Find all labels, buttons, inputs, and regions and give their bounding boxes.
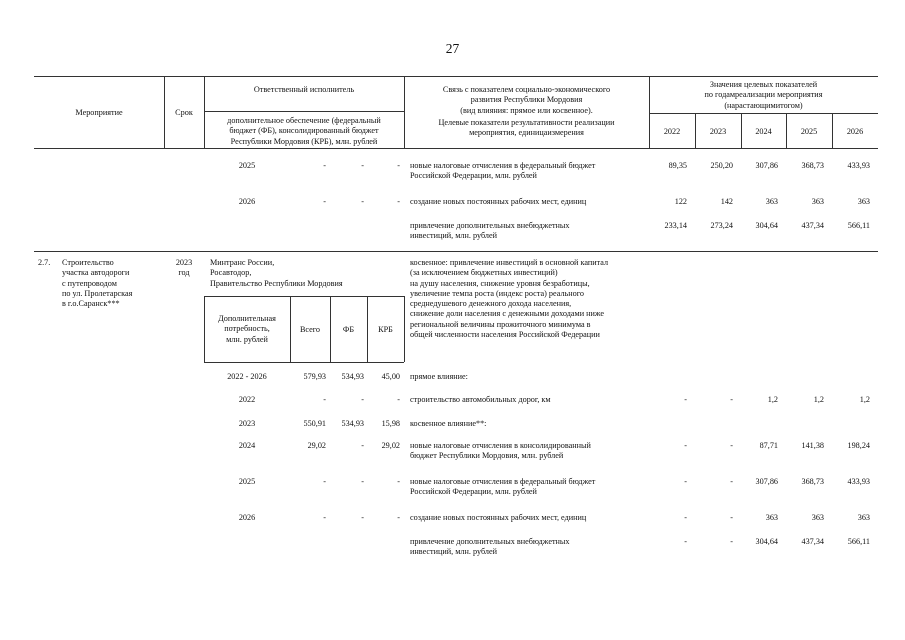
header-year: 2026: [846, 127, 864, 136]
row-total: 29,02: [307, 441, 326, 450]
row-indicator: [410, 419, 486, 429]
item-number: 2.7.: [38, 258, 51, 267]
row-value: 198,24: [847, 441, 870, 450]
row-value: 304,64: [755, 537, 778, 546]
row-value: 142: [720, 197, 733, 206]
funding-subheader-bottom: [204, 362, 404, 363]
row-indicator: [410, 395, 551, 405]
row-value: 433,93: [847, 477, 870, 486]
row-indicator: [410, 513, 586, 523]
header-funding: дополнительное обеспечение (федеральный бюджет (ФБ), консолидированный бюджет Республики Мордовия (КРБ), млн. рублей: [227, 116, 381, 146]
indicator-line: Российской Федерации, млн. рублей: [410, 487, 537, 497]
row-fb: -: [361, 161, 364, 170]
row-total: -: [323, 513, 326, 522]
row-year: 2025: [238, 161, 256, 170]
row-year: 2026: [238, 197, 256, 206]
row-value: 363: [811, 197, 824, 206]
table-top-border: [34, 76, 878, 77]
row-krb: 15,98: [381, 419, 400, 428]
subheader-fb: ФБ: [342, 325, 355, 334]
row-value: 1,2: [767, 395, 778, 404]
item-separator-line: [34, 251, 878, 252]
row-fb: -: [361, 513, 364, 522]
header-term: Срок: [175, 108, 193, 117]
row-indicator: [410, 441, 591, 462]
row-value: -: [730, 441, 733, 450]
item-term: 2023 год: [175, 258, 193, 278]
row-value: 250,20: [710, 161, 733, 170]
row-value: 233,14: [664, 221, 687, 230]
row-value: 566,11: [847, 537, 870, 546]
row-total: 579,93: [303, 372, 326, 381]
subheader-total: Всего: [299, 325, 321, 334]
row-fb: -: [361, 441, 364, 450]
row-value: -: [684, 395, 687, 404]
row-value: 307,86: [755, 477, 778, 486]
row-value: -: [684, 513, 687, 522]
row-indicator: [410, 161, 595, 182]
subheader-krb: КРБ: [378, 325, 393, 334]
row-value: 437,34: [801, 221, 824, 230]
row-value: -: [730, 513, 733, 522]
row-year: 2022 - 2026: [227, 372, 267, 381]
header-year: 2022: [663, 127, 681, 136]
header-year: 2024: [755, 127, 772, 136]
indicator-line: новые налоговые отчисления в консолидированный: [410, 441, 591, 450]
row-value: 1,2: [859, 395, 870, 404]
row-krb: -: [397, 197, 400, 206]
row-total: -: [323, 477, 326, 486]
col-divider: [404, 296, 405, 362]
row-value: -: [684, 477, 687, 486]
row-year: 2022: [238, 395, 256, 404]
header-executor: Ответственный исполнитель: [253, 85, 355, 94]
row-value: 1,2: [813, 395, 824, 404]
indicator-line: инвестиций, млн. рублей: [410, 547, 498, 557]
page-number: 27: [445, 41, 460, 56]
row-value: 433,93: [847, 161, 870, 170]
header-measure: Мероприятие: [75, 108, 123, 117]
row-value: -: [684, 537, 687, 546]
row-fb: -: [361, 395, 364, 404]
row-krb: -: [397, 161, 400, 170]
row-value: -: [684, 441, 687, 450]
row-value: 307,86: [755, 161, 778, 170]
funding-subheader-top: [204, 296, 404, 297]
indicator-line: косвенное влияние**:: [410, 419, 487, 428]
indicator-line: Российской Федерации, млн. рублей: [410, 171, 537, 181]
row-fb: 534,93: [341, 372, 364, 381]
indicator-line: строительство автомобильных дорог, км: [410, 395, 551, 404]
row-value: -: [730, 395, 733, 404]
row-year: 2023: [238, 419, 256, 428]
header-targets: Значения целевых показателей по годамреализации мероприятия (нарастающимитогом): [704, 80, 823, 110]
row-indicator: [410, 477, 595, 498]
item-executors: Минтранс России, Росавтодор, Правительство Республики Мордовия: [210, 258, 343, 288]
header-year: 2025: [800, 127, 818, 136]
indicator-line: создание новых постоянных рабочих мест, единиц: [410, 197, 587, 206]
row-year: 2025: [238, 477, 256, 486]
row-indicator: [410, 197, 586, 207]
row-value: 566,11: [847, 221, 870, 230]
row-value: 304,64: [755, 221, 778, 230]
indicator-line: бюджет Республики Мордовия, млн. рублей: [410, 451, 564, 461]
indicator-line: новые налоговые отчисления в федеральный бюджет: [410, 161, 596, 170]
row-value: 363: [811, 513, 824, 522]
row-fb: 534,93: [341, 419, 364, 428]
indicator-line: прямое влияние:: [410, 372, 468, 381]
row-value: 363: [857, 197, 870, 206]
indicator-line: привлечение дополнительных внебюджетных: [410, 221, 570, 230]
row-indicator: [410, 537, 570, 558]
indicator-line: инвестиций, млн. рублей: [410, 231, 498, 241]
executor-subheader-line: [204, 111, 404, 112]
header-year: 2023: [709, 127, 727, 136]
row-krb: -: [397, 513, 400, 522]
row-value: 122: [674, 197, 687, 206]
indicator-line: привлечение дополнительных внебюджетных: [410, 537, 570, 546]
row-total: -: [323, 161, 326, 170]
row-value: 273,24: [710, 221, 733, 230]
row-value: 363: [857, 513, 870, 522]
years-header-line: [649, 113, 878, 114]
row-krb: 29,02: [381, 441, 400, 450]
row-krb: -: [397, 395, 400, 404]
indicator-line: создание новых постоянных рабочих мест, единиц: [410, 513, 587, 522]
header-bottom-border: [34, 148, 878, 149]
row-indicator: [410, 372, 468, 382]
row-value: 437,34: [801, 537, 824, 546]
row-value: 363: [765, 513, 778, 522]
row-year: 2026: [238, 513, 256, 522]
row-value: 89,35: [668, 161, 687, 170]
row-fb: -: [361, 477, 364, 486]
row-year: 2024: [238, 441, 256, 450]
item-effect: косвенное: привлечение инвестиций в основной капитал (за исключением бюджетных инвестиций) на душу населения, снижение уровня безработицы, увеличение темпа роста (индекс роста) реального среднедушевого денежного дохода населения, снижение доли населения с денежными доходами ниже региональной величины прожиточного минимума в общей численности населения Российской Федерации: [410, 258, 609, 340]
row-fb: -: [361, 197, 364, 206]
header-indicators: Целевые показатели результативности реализации мероприятия, единицаизмерения: [438, 118, 615, 138]
row-value: 368,73: [801, 477, 824, 486]
row-value: 87,71: [759, 441, 778, 450]
row-total: -: [323, 395, 326, 404]
row-value: 363: [765, 197, 778, 206]
row-krb: -: [397, 477, 400, 486]
row-value: -: [730, 477, 733, 486]
row-total: 550,91: [303, 419, 326, 428]
header-link: Связь с показателем социально-экономического развития Республики Мордовия (вид влияния: прямое или косвенное).: [442, 85, 611, 115]
item-name: Строительство участка автодороги с путепроводом по ул. Пролетарская в г.о.Саранск***: [62, 258, 133, 309]
row-krb: 45,00: [381, 372, 400, 381]
row-value: 368,73: [801, 161, 824, 170]
row-value: 141,38: [801, 441, 824, 450]
row-value: -: [730, 537, 733, 546]
row-total: -: [323, 197, 326, 206]
row-indicator: [410, 221, 570, 242]
subheader-need: Дополнительная потребность, млн. рублей: [218, 314, 276, 344]
indicator-line: новые налоговые отчисления в федеральный бюджет: [410, 477, 596, 486]
